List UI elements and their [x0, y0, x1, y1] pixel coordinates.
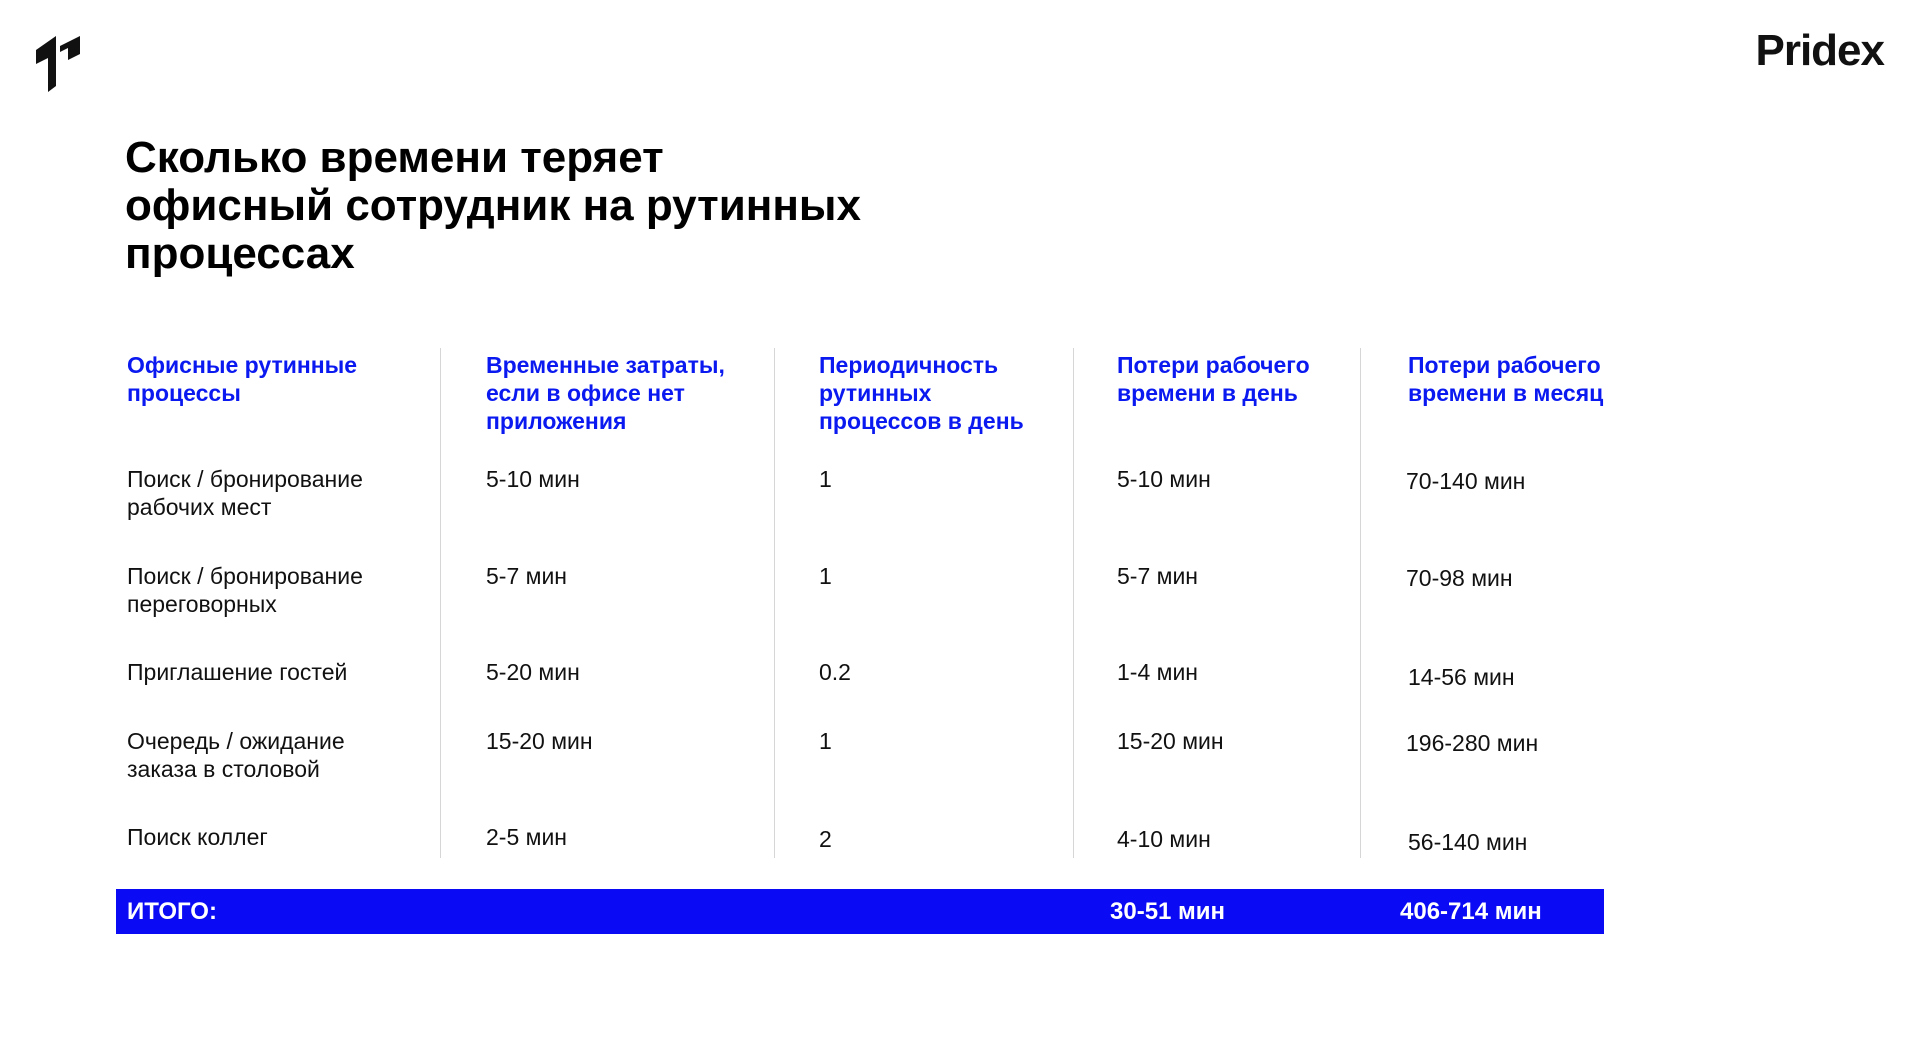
total-loss-per-day: 30-51 мин	[1110, 898, 1226, 925]
column-header-time-cost: Временные затраты, если в офисе нет приложения	[486, 352, 725, 434]
column-header-frequency: Периодичность рутинных процессов в день	[819, 352, 1024, 434]
table-cell-process: Поиск / бронирование переговорных	[127, 563, 363, 617]
page-title: Сколько времени теряет офисный сотрудник на рутинных процессах	[125, 133, 861, 278]
table-cell-time-cost: 2-5 мин	[486, 824, 567, 850]
table-cell-process: Очередь / ожидание заказа в столовой	[127, 728, 345, 782]
table-cell-loss-per-day: 5-10 мин	[1117, 466, 1211, 492]
table-cell-loss-per-month: 70-140 мин	[1406, 468, 1526, 494]
table-cell-loss-per-day: 15-20 мин	[1117, 728, 1224, 754]
total-row	[116, 889, 1604, 934]
table-cell-frequency: 1	[819, 466, 832, 492]
table-cell-loss-per-day: 5-7 мин	[1117, 563, 1198, 589]
table-cell-loss-per-month: 56-140 мин	[1408, 829, 1528, 855]
column-header-loss-per-day: Потери рабочего времени в день	[1117, 352, 1310, 406]
table-cell-frequency: 0.2	[819, 659, 851, 685]
column-divider	[1360, 348, 1361, 858]
stairs-logo-icon	[36, 36, 84, 92]
column-header-loss-per-month: Потери рабочего времени в месяц	[1408, 352, 1604, 406]
table-cell-time-cost: 5-20 мин	[486, 659, 580, 685]
table-cell-process: Поиск / бронирование рабочих мест	[127, 466, 363, 520]
table-cell-process: Поиск коллег	[127, 824, 268, 850]
table-cell-loss-per-month: 14-56 мин	[1408, 664, 1515, 690]
table-cell-loss-per-month: 196-280 мин	[1406, 730, 1539, 756]
brand-logo: Pridex	[1755, 26, 1884, 75]
total-label: ИТОГО:	[127, 898, 217, 925]
table-cell-loss-per-month: 70-98 мин	[1406, 565, 1513, 591]
table-cell-time-cost: 15-20 мин	[486, 728, 593, 754]
table-cell-time-cost: 5-7 мин	[486, 563, 567, 589]
table-cell-frequency: 1	[819, 563, 832, 589]
column-header-process: Офисные рутинные процессы	[127, 352, 358, 406]
table-cell-frequency: 1	[819, 728, 832, 754]
table-cell-loss-per-day: 1-4 мин	[1117, 659, 1198, 685]
table-cell-frequency: 2	[819, 826, 832, 852]
total-loss-per-month: 406-714 мин	[1400, 898, 1542, 925]
table-cell-process: Приглашение гостей	[127, 659, 348, 685]
table-cell-time-cost: 5-10 мин	[486, 466, 580, 492]
column-divider	[774, 348, 775, 858]
column-divider	[440, 348, 441, 858]
table-cell-loss-per-day: 4-10 мин	[1117, 826, 1211, 852]
column-divider	[1073, 348, 1074, 858]
